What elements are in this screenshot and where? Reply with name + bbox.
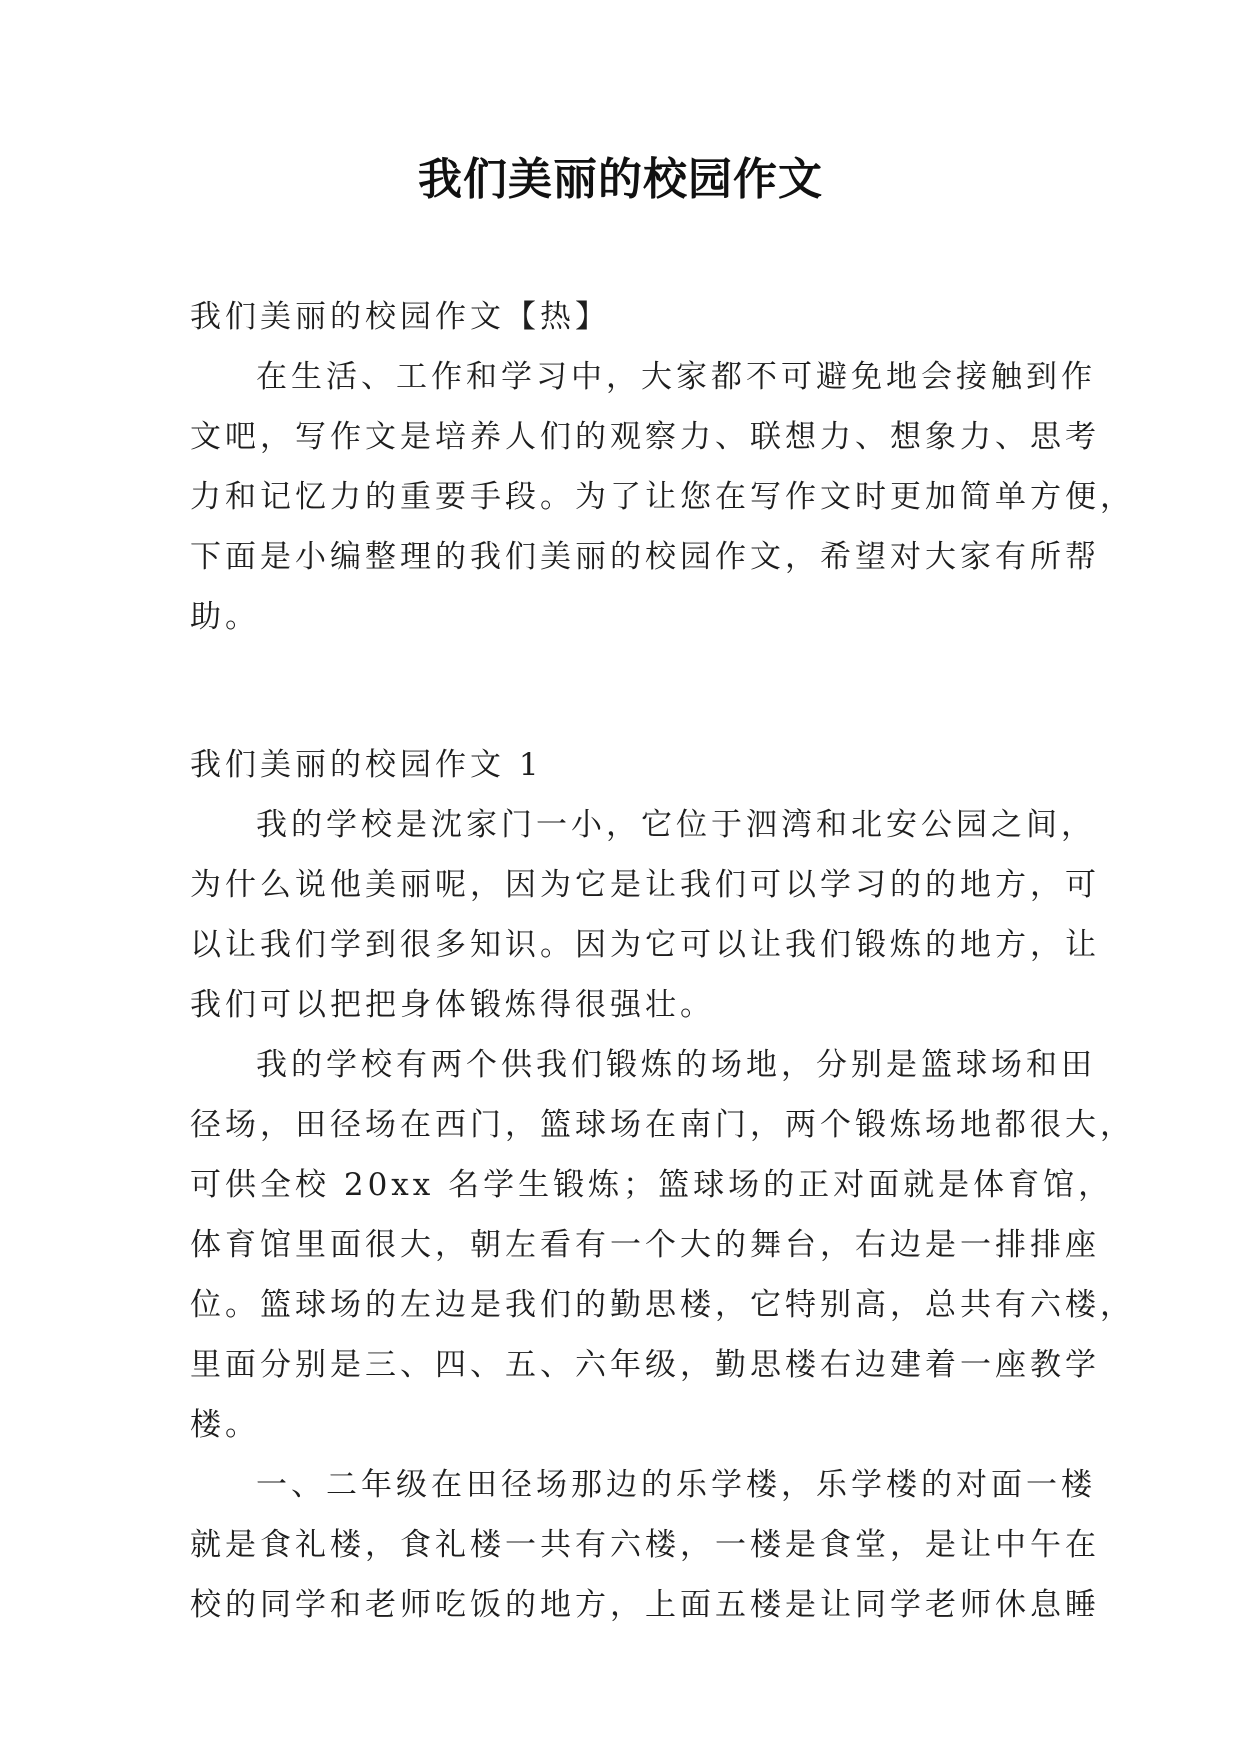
text-line: 楼。 — [190, 1407, 260, 1443]
intro-paragraph — [190, 347, 1135, 647]
text-line: 位。篮球场的左边是我们的勤思楼，它特别高，总共有六楼， — [190, 1287, 1135, 1323]
section-spacer — [190, 647, 1050, 735]
text-line: 我的学校有两个供我们锻炼的场地，分别是篮球场和田 — [256, 1047, 1096, 1083]
body-paragraph-2 — [190, 1035, 1135, 1455]
text-line: 以让我们学到很多知识。因为它可以让我们锻炼的地方，让 — [190, 927, 1100, 963]
section-heading: 我们美丽的校园作文 1 — [190, 747, 543, 783]
text-line: 径场，田径场在西门，篮球场在南门，两个锻炼场地都很大， — [190, 1107, 1135, 1143]
text-line: 就是食礼楼，食礼楼一共有六楼，一楼是食堂，是让中午在 — [190, 1527, 1100, 1563]
text-line: 我的学校是沈家门一小，它位于泗湾和北安公园之间， — [256, 807, 1096, 843]
text-line: 助。 — [190, 599, 260, 635]
page-title: 我们美丽的校园作文 — [418, 154, 823, 205]
text-line: 力和记忆力的重要手段。为了让您在写作文时更加简单方便， — [190, 479, 1135, 515]
text-line: 为什么说他美丽呢，因为它是让我们可以学习的的地方，可 — [190, 867, 1100, 903]
text-line: 我们可以把把身体锻炼得很强壮。 — [190, 987, 715, 1023]
document-body — [190, 287, 1135, 1635]
document-subtitle: 我们美丽的校园作文【热】 — [190, 299, 610, 335]
text-line: 体育馆里面很大，朝左看有一个大的舞台，右边是一排排座 — [190, 1227, 1100, 1263]
body-paragraph-1 — [190, 795, 1100, 1035]
text-line: 里面分别是三、四、五、六年级，勤思楼右边建着一座教学 — [190, 1347, 1100, 1383]
text-line: 校的同学和老师吃饭的地方，上面五楼是让同学老师休息睡 — [190, 1587, 1100, 1623]
text-line: 在生活、工作和学习中，大家都不可避免地会接触到作 — [256, 359, 1096, 395]
body-paragraph-3 — [190, 1455, 1100, 1635]
text-line: 下面是小编整理的我们美丽的校园作文，希望对大家有所帮 — [190, 539, 1100, 575]
text-line: 一、二年级在田径场那边的乐学楼，乐学楼的对面一楼 — [256, 1467, 1096, 1503]
text-line: 文吧，写作文是培养人们的观察力、联想力、想象力、思考 — [190, 419, 1100, 455]
text-line: 可供全校 20xx 名学生锻炼；篮球场的正对面就是体育馆， — [190, 1167, 1114, 1203]
